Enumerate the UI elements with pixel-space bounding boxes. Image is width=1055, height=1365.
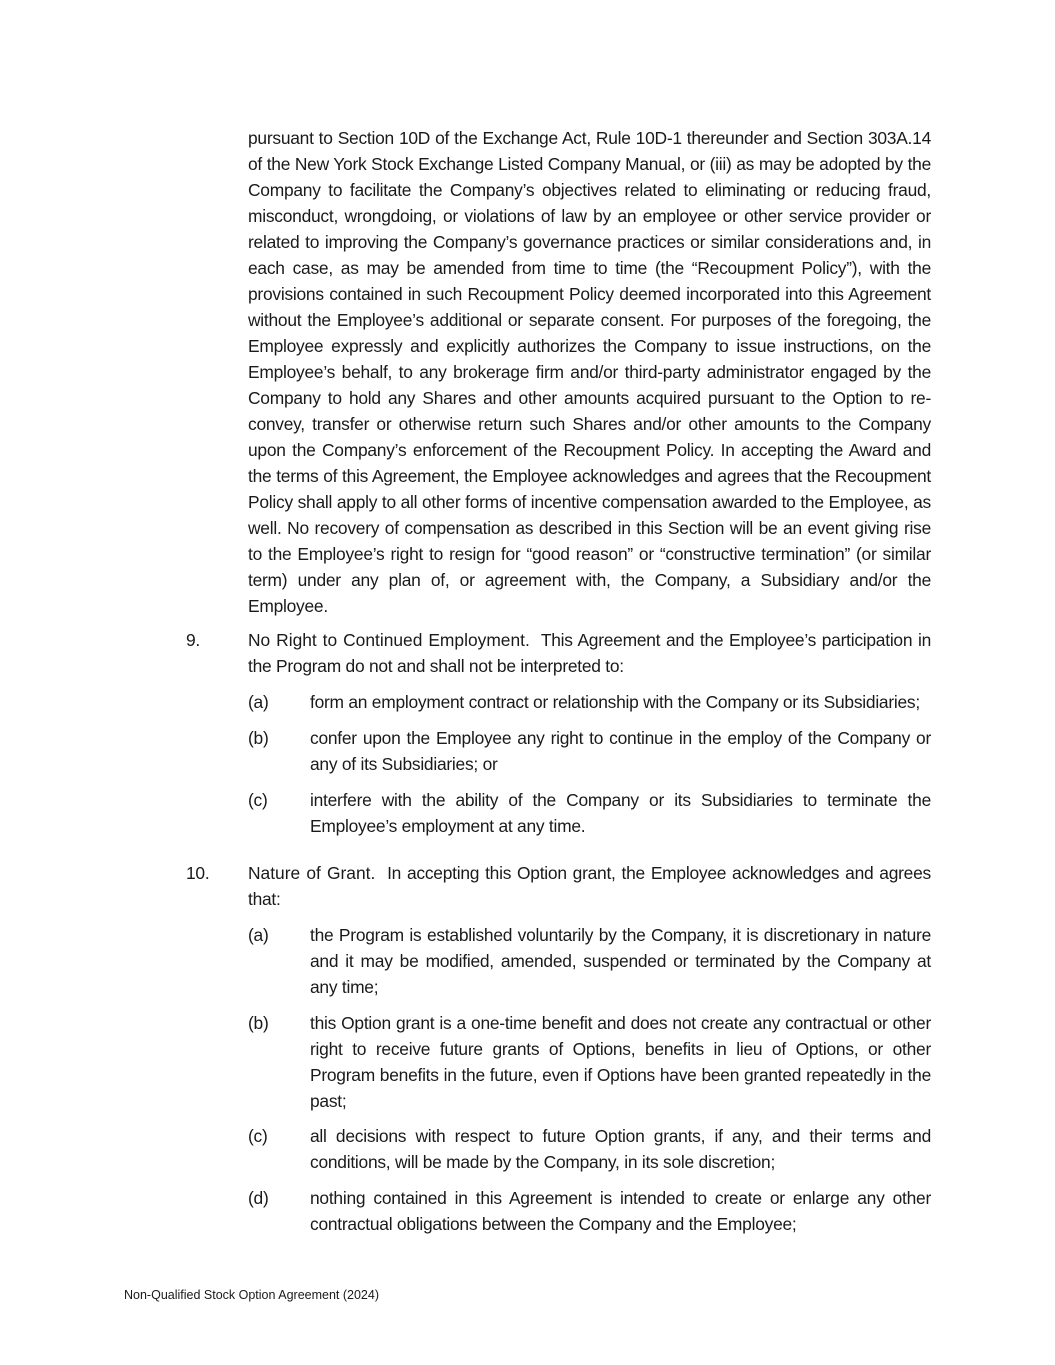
section-10-item-b-text: this Option grant is a one-time benefit and does not create any contractual or other right to receive future grants of Options, benefits in lieu of Options, or other Program benefits in the future, even if Options have been granted repeatedly in the past; xyxy=(310,1013,931,1111)
section-9-item-b xyxy=(248,725,931,777)
section-9-text: This Agreement and the Employee’s participation in the Program do not and shall not be interpreted to: xyxy=(248,630,931,676)
section-9-item-c-label: (c) xyxy=(248,790,268,810)
section-9-heading: No Right to Continued Employment. xyxy=(248,630,530,650)
page-footer: Non-Qualified Stock Option Agreement (2024) xyxy=(124,1288,379,1302)
section-10-item-c xyxy=(248,1123,931,1175)
section-9-item-b-text: confer upon the Employee any right to continue in the employ of the Company or any of its Subsidiaries; or xyxy=(310,728,931,774)
section-10-text: In accepting this Option grant, the Employee acknowledges and agrees that: xyxy=(248,863,931,909)
section-9-item-b-label: (b) xyxy=(248,728,269,748)
section-10-item-c-text: all decisions with respect to future Option grants, if any, and their terms and conditions, will be made by the Company, in its sole discretion; xyxy=(310,1126,931,1172)
section-9-body xyxy=(248,627,931,679)
section-10-item-a-text: the Program is established voluntarily by the Company, it is discretionary in nature and it may be modified, amended, suspended or terminated by the Company at any time; xyxy=(310,925,931,997)
section-9-item-a xyxy=(248,689,931,715)
section-10 xyxy=(186,860,931,912)
section-9 xyxy=(186,627,931,679)
intro-paragraph: pursuant to Section 10D of the Exchange Act, Rule 10D-1 thereunder and Section 303A.14 of the New York Stock Exchange Listed Company Manual, or (iii) as may be adopted by the Company to facilitate the Company’s objectives related to eliminating or reducing fraud, misconduct, wrongdoing, or violations of law by an employee or other service provider or related to improving the Company’s governance practices or similar considerations and, in each case, as may be amended from time to time (the “Recoupment Policy”), with the provisions contained in such Recoupment Policy deemed incorporated into this Agreement without the Employee’s additional or separate consent. For purposes of the foregoing, the Employee expressly and explicitly authorizes the Company to issue instructions, on the Employee’s behalf, to any brokerage firm and/or third-party administrator engaged by the Company to hold any Shares and other amounts acquired pursuant to the Option to re-convey, transfer or otherwise return such Shares and/or other amounts to the Company upon the Company’s enforcement of the Recoupment Policy. In accepting the Award and the terms of this Agreement, the Employee acknowledges and agrees that the Recoupment Policy shall apply to all other forms of incentive compensation awarded to the Employee, as well. No recovery of compensation as described in this Section will be an event giving rise to the Employee’s right to resign for “good reason” or “constructive termination” (or similar term) under any plan of, or agreement with, the Company, a Subsidiary and/or the Employee. xyxy=(248,128,931,616)
section-9-number: 9. xyxy=(186,630,201,650)
section-10-body xyxy=(248,860,931,912)
section-10-item-d xyxy=(248,1185,931,1237)
section-10-number: 10. xyxy=(186,863,210,883)
section-10-item-b-label: (b) xyxy=(248,1013,269,1033)
section-10-item-c-label: (c) xyxy=(248,1126,268,1146)
section-10-item-b xyxy=(248,1010,931,1114)
section-10-item-d-text: nothing contained in this Agreement is intended to create or enlarge any other contractual obligations between the Company and the Employee; xyxy=(310,1188,931,1234)
section-10-heading: Nature of Grant. xyxy=(248,863,376,883)
section-9-item-c xyxy=(248,787,931,839)
section-10-item-a-label: (a) xyxy=(248,925,269,945)
section-9-item-c-text: interfere with the ability of the Company or its Subsidiaries to terminate the Employee’s employment at any time. xyxy=(310,790,931,836)
section-9-item-a-text: form an employment contract or relationship with the Company or its Subsidiaries; xyxy=(310,692,920,712)
section-10-item-a xyxy=(248,922,931,1000)
section-9-item-a-label: (a) xyxy=(248,692,269,712)
section-10-item-d-label: (d) xyxy=(248,1188,269,1208)
